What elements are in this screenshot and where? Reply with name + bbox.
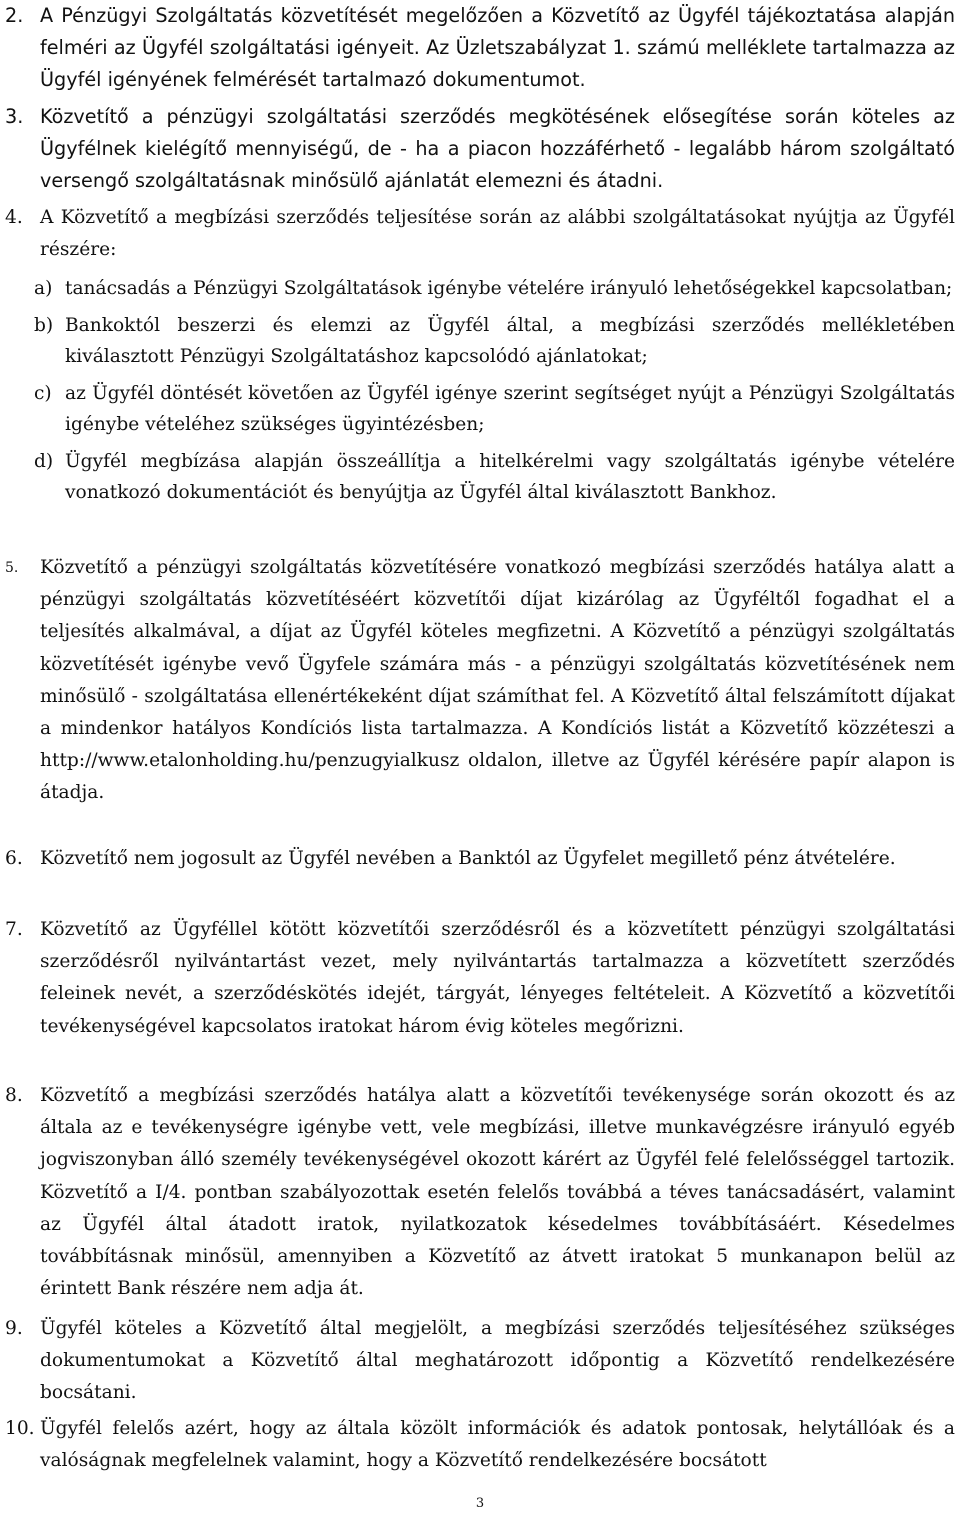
list-item-9 — [5, 1313, 955, 1410]
item-number: 8. — [5, 1085, 23, 1106]
list-item-3 — [5, 101, 955, 197]
sub-item-letter: d) — [34, 450, 54, 472]
item-text: Közvetítő az Ügyféllel kötött közvetítői szerződésről és a közvetített pénzügyi szolgáltatási szerződésről nyilvántartást vezet, mely nyilvántartás tartalmazza a közvetített szerződés feleinek nevét, a szerződéskötés idejét, tárgyát, lényeges feltételeit. A Közvetítő a közvetítői tevékenységével kapcsolatos iratokat három évig köteles megőrizni. — [40, 919, 955, 1037]
list-item-6 — [5, 843, 955, 875]
page-number: 3 — [475, 1496, 485, 1511]
item-number: 4. — [5, 207, 23, 228]
list-item-2 — [5, 0, 955, 96]
sub-item-a — [34, 273, 955, 305]
sub-item-text: Bankoktól beszerzi és elemzi az Ügyfél által, a megbízási szerződés mellékletében kiválasztott Pénzügyi Szolgáltatáshoz kapcsolódó ajánlatokat; — [65, 314, 955, 367]
item-text: Közvetítő a pénzügyi szolgáltatás közvetítésére vonatkozó megbízási szerződés hatálya alatt a pénzügyi szolgáltatás közvetítéséért közvetítői díjat kizárólag az Ügyféltől fogadhat el a teljesítés alkalmával, a díjat az Ügyfél köteles megfizetni. A Közvetítő a pénzügyi szolgáltatás közvetítését igénybe vevő Ügyfele számára más - a pénzügyi szolgáltatás közvetítésének nem minősülő - szolgáltatása ellenértékeként díjat számíthat fel. A Közvetítő által felszámított díjakat a mindenkor hatályos Kondíciós lista tartalmazza. A Kondíciós listát a Közvetítő közzéteszi a http://www.etalonholding.hu/penzugyialkusz oldalon, illetve az Ügyfél kérésére papír alapon is átadja. — [40, 557, 955, 804]
item-text: Ügyfél felelős azért, hogy az általa közölt információk és adatok pontosak, helytállóak és a valóságnak megfelelnek valamint, hogy a Közvetítő rendelkezésére bocsátott — [40, 1418, 955, 1472]
list-item-10 — [5, 1413, 955, 1477]
sub-item-letter: a) — [34, 278, 53, 299]
item-number: 3. — [5, 105, 24, 128]
item-number: 2. — [5, 4, 24, 27]
item-number: 10. — [5, 1418, 35, 1439]
item-number: 7. — [5, 919, 23, 940]
sub-item-letter: b) — [34, 314, 54, 336]
sub-item-text: az Ügyfél döntését követően az Ügyfél igénye szerint segítséget nyújt a Pénzügyi Szolgáltatás igénybe vételéhez szükséges ügyintézésben; — [65, 382, 955, 435]
sub-item-c — [34, 378, 955, 441]
list-item-7 — [5, 914, 955, 1043]
sub-item-letter: c) — [34, 382, 52, 404]
item-text: Közvetítő nem jogosult az Ügyfél nevében a Banktól az Ügyfelet megillető pénz átvételére. — [40, 848, 896, 869]
item-number: 5. — [5, 560, 19, 576]
list-item-8 — [5, 1080, 955, 1305]
sub-item-d — [34, 446, 955, 509]
list-item-4 — [5, 202, 955, 266]
sub-list — [34, 273, 955, 514]
item-number: 9. — [5, 1318, 23, 1339]
item-text: A Pénzügyi Szolgáltatás közvetítését megelőzően a Közvetítő az Ügyfél tájékoztatása alapján felméri az Ügyfél szolgáltatási igényeit. Az Üzletszabályzat 1. számú melléklete tartalmazza az Ügyfél igényének felmérését tartalmazó dokumentumot. — [40, 4, 955, 91]
sub-item-b — [34, 310, 955, 373]
sub-item-text: tanácsadás a Pénzügyi Szolgáltatások igénybe vételére irányuló lehetőségekkel kapcsolatban; — [65, 278, 953, 299]
item-text: Közvetítő a megbízási szerződés hatálya alatt a közvetítői tevékenysége során okozott és az általa az e tevékenységre igénybe vett, vele megbízási, illetve munkavégzésre irányuló egyéb jogviszonyban álló személy tevékenységével okozott kárért az Ügyfél felé felelősséggel tartozik. Közvetítő a I/4. pontban szabályozottak esetén felelős továbbá a téves tanácsadásért, valamint az Ügyfél által átadott iratok, nyilatkozatok késedelmes továbbításáért. Késedelmes továbbításnak minősül, amennyiben a Közvetítő az átvett iratokat 5 munkanapon belül az érintett Bank részére nem adja át. — [40, 1085, 955, 1300]
sub-item-text: Ügyfél megbízása alapján összeállítja a hitelkérelmi vagy szolgáltatás igénybe vételére vonatkozó dokumentációt és benyújtja az Ügyfél által kiválasztott Bankhoz. — [65, 450, 955, 503]
item-text: A Közvetítő a megbízási szerződés teljesítése során az alábbi szolgáltatásokat nyújtja az Ügyfél részére: — [40, 207, 955, 261]
item-text: Közvetítő a pénzügyi szolgáltatási szerződés megkötésének elősegítése során köteles az Ügyfélnek kielégítő mennyiségű, de - ha a piacon hozzáférhető - legalább három szolgáltató versengő szolgáltatásnak minősülő ajánlatát elemezni és átadni. — [40, 105, 955, 192]
item-number: 6. — [5, 848, 23, 869]
item-text: Ügyfél köteles a Közvetítő által megjelölt, a megbízási szerződés teljesítéséhez szükséges dokumentumokat a Közvetítő által meghatározott időpontig a Közvetítő rendelkezésére bocsátani. — [40, 1318, 955, 1404]
list-item-5 — [5, 552, 955, 810]
